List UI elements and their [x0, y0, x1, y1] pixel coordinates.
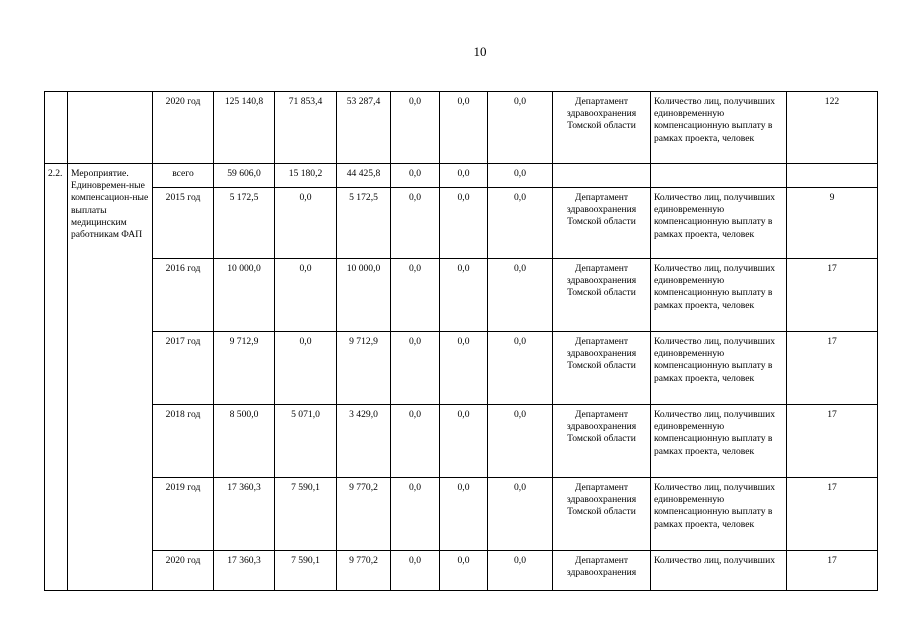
page-number: 10 [473, 44, 487, 59]
year-cell: 2015 год [153, 188, 214, 259]
target-cell: 122 [787, 92, 878, 164]
name-cell-empty [68, 92, 153, 164]
indicator-cell: Количество лиц, получивших единовременную компенсационную выплату в рамках проекта, человек [651, 332, 787, 405]
table-row [45, 478, 878, 551]
other-cell-1: 0,0 [440, 332, 488, 405]
year-cell: 2017 год [153, 332, 214, 405]
other-cell-2: 0,0 [488, 332, 553, 405]
other-cell-2: 0,0 [488, 188, 553, 259]
indicator-cell: Количество лиц, получивших единовременную компенсационную выплату в рамках проекта, человек [651, 92, 787, 164]
total-cell: 17 360,3 [214, 551, 275, 591]
total-cell: 5 172,5 [214, 188, 275, 259]
department-cell [553, 164, 651, 188]
other-cell-1: 0,0 [440, 405, 488, 478]
local-cell: 0,0 [391, 551, 440, 591]
federal-cell: 0,0 [275, 188, 337, 259]
total-cell: 125 140,8 [214, 92, 275, 164]
regional-cell: 9 712,9 [337, 332, 391, 405]
local-cell: 0,0 [391, 92, 440, 164]
federal-cell: 7 590,1 [275, 551, 337, 591]
year-cell: 2016 год [153, 259, 214, 332]
table-row [45, 405, 878, 478]
regional-cell: 9 770,2 [337, 478, 391, 551]
regional-cell: 5 172,5 [337, 188, 391, 259]
table-row [45, 551, 878, 591]
department-cell: Департамент здравоохранения [553, 551, 651, 591]
regional-cell: 3 429,0 [337, 405, 391, 478]
regional-cell: 53 287,4 [337, 92, 391, 164]
local-cell: 0,0 [391, 478, 440, 551]
other-cell-2: 0,0 [488, 259, 553, 332]
table-row [45, 332, 878, 405]
department-cell: Департамент здравоохранения Томской области [553, 259, 651, 332]
department-cell: Департамент здравоохранения Томской области [553, 188, 651, 259]
total-cell: 17 360,3 [214, 478, 275, 551]
indicator-cell: Количество лиц, получивших единовременную компенсационную выплату в рамках проекта, человек [651, 478, 787, 551]
target-cell: 17 [787, 405, 878, 478]
local-cell: 0,0 [391, 188, 440, 259]
table-row [45, 164, 878, 188]
other-cell-2: 0,0 [488, 92, 553, 164]
local-cell: 0,0 [391, 405, 440, 478]
federal-cell: 15 180,2 [275, 164, 337, 188]
budget-table [44, 91, 878, 591]
indicator-cell: Количество лиц, получивших единовременную компенсационную выплату в рамках проекта, человек [651, 188, 787, 259]
target-cell [787, 164, 878, 188]
target-cell: 17 [787, 478, 878, 551]
code-cell-empty [45, 92, 68, 164]
total-cell: 8 500,0 [214, 405, 275, 478]
federal-cell: 0,0 [275, 332, 337, 405]
indicator-cell: Количество лиц, получивших [651, 551, 787, 591]
local-cell: 0,0 [391, 332, 440, 405]
regional-cell: 44 425,8 [337, 164, 391, 188]
federal-cell: 71 853,4 [275, 92, 337, 164]
indicator-cell: Количество лиц, получивших единовременную компенсационную выплату в рамках проекта, человек [651, 259, 787, 332]
other-cell-1: 0,0 [440, 478, 488, 551]
indicator-cell [651, 164, 787, 188]
table-row-prev [45, 92, 878, 164]
target-cell: 17 [787, 259, 878, 332]
local-cell: 0,0 [391, 259, 440, 332]
activity-code: 2.2. [45, 164, 68, 591]
regional-cell: 9 770,2 [337, 551, 391, 591]
department-cell: Департамент здравоохранения Томской области [553, 405, 651, 478]
year-cell: всего [153, 164, 214, 188]
department-cell: Департамент здравоохранения Томской области [553, 92, 651, 164]
indicator-cell: Количество лиц, получивших единовременную компенсационную выплату в рамках проекта, человек [651, 405, 787, 478]
total-cell: 9 712,9 [214, 332, 275, 405]
table-row [45, 259, 878, 332]
other-cell-1: 0,0 [440, 188, 488, 259]
total-cell: 59 606,0 [214, 164, 275, 188]
federal-cell: 0,0 [275, 259, 337, 332]
year-cell: 2020 год [153, 551, 214, 591]
target-cell: 17 [787, 332, 878, 405]
other-cell-2: 0,0 [488, 478, 553, 551]
other-cell-2: 0,0 [488, 405, 553, 478]
other-cell-2: 0,0 [488, 164, 553, 188]
table-row [45, 188, 878, 259]
year-cell: 2020 год [153, 92, 214, 164]
target-cell: 17 [787, 551, 878, 591]
target-cell: 9 [787, 188, 878, 259]
department-cell: Департамент здравоохранения Томской области [553, 478, 651, 551]
other-cell-1: 0,0 [440, 164, 488, 188]
total-cell: 10 000,0 [214, 259, 275, 332]
local-cell: 0,0 [391, 164, 440, 188]
page-bottom-clip [0, 592, 905, 640]
department-cell: Департамент здравоохранения Томской области [553, 332, 651, 405]
year-cell: 2019 год [153, 478, 214, 551]
year-cell: 2018 год [153, 405, 214, 478]
other-cell-1: 0,0 [440, 259, 488, 332]
regional-cell: 10 000,0 [337, 259, 391, 332]
activity-name: Мероприятие. Единовремен-ные компенсацион-ные выплаты медицинским работникам ФАП [68, 164, 153, 591]
other-cell-2: 0,0 [488, 551, 553, 591]
other-cell-1: 0,0 [440, 92, 488, 164]
federal-cell: 7 590,1 [275, 478, 337, 551]
other-cell-1: 0,0 [440, 551, 488, 591]
federal-cell: 5 071,0 [275, 405, 337, 478]
